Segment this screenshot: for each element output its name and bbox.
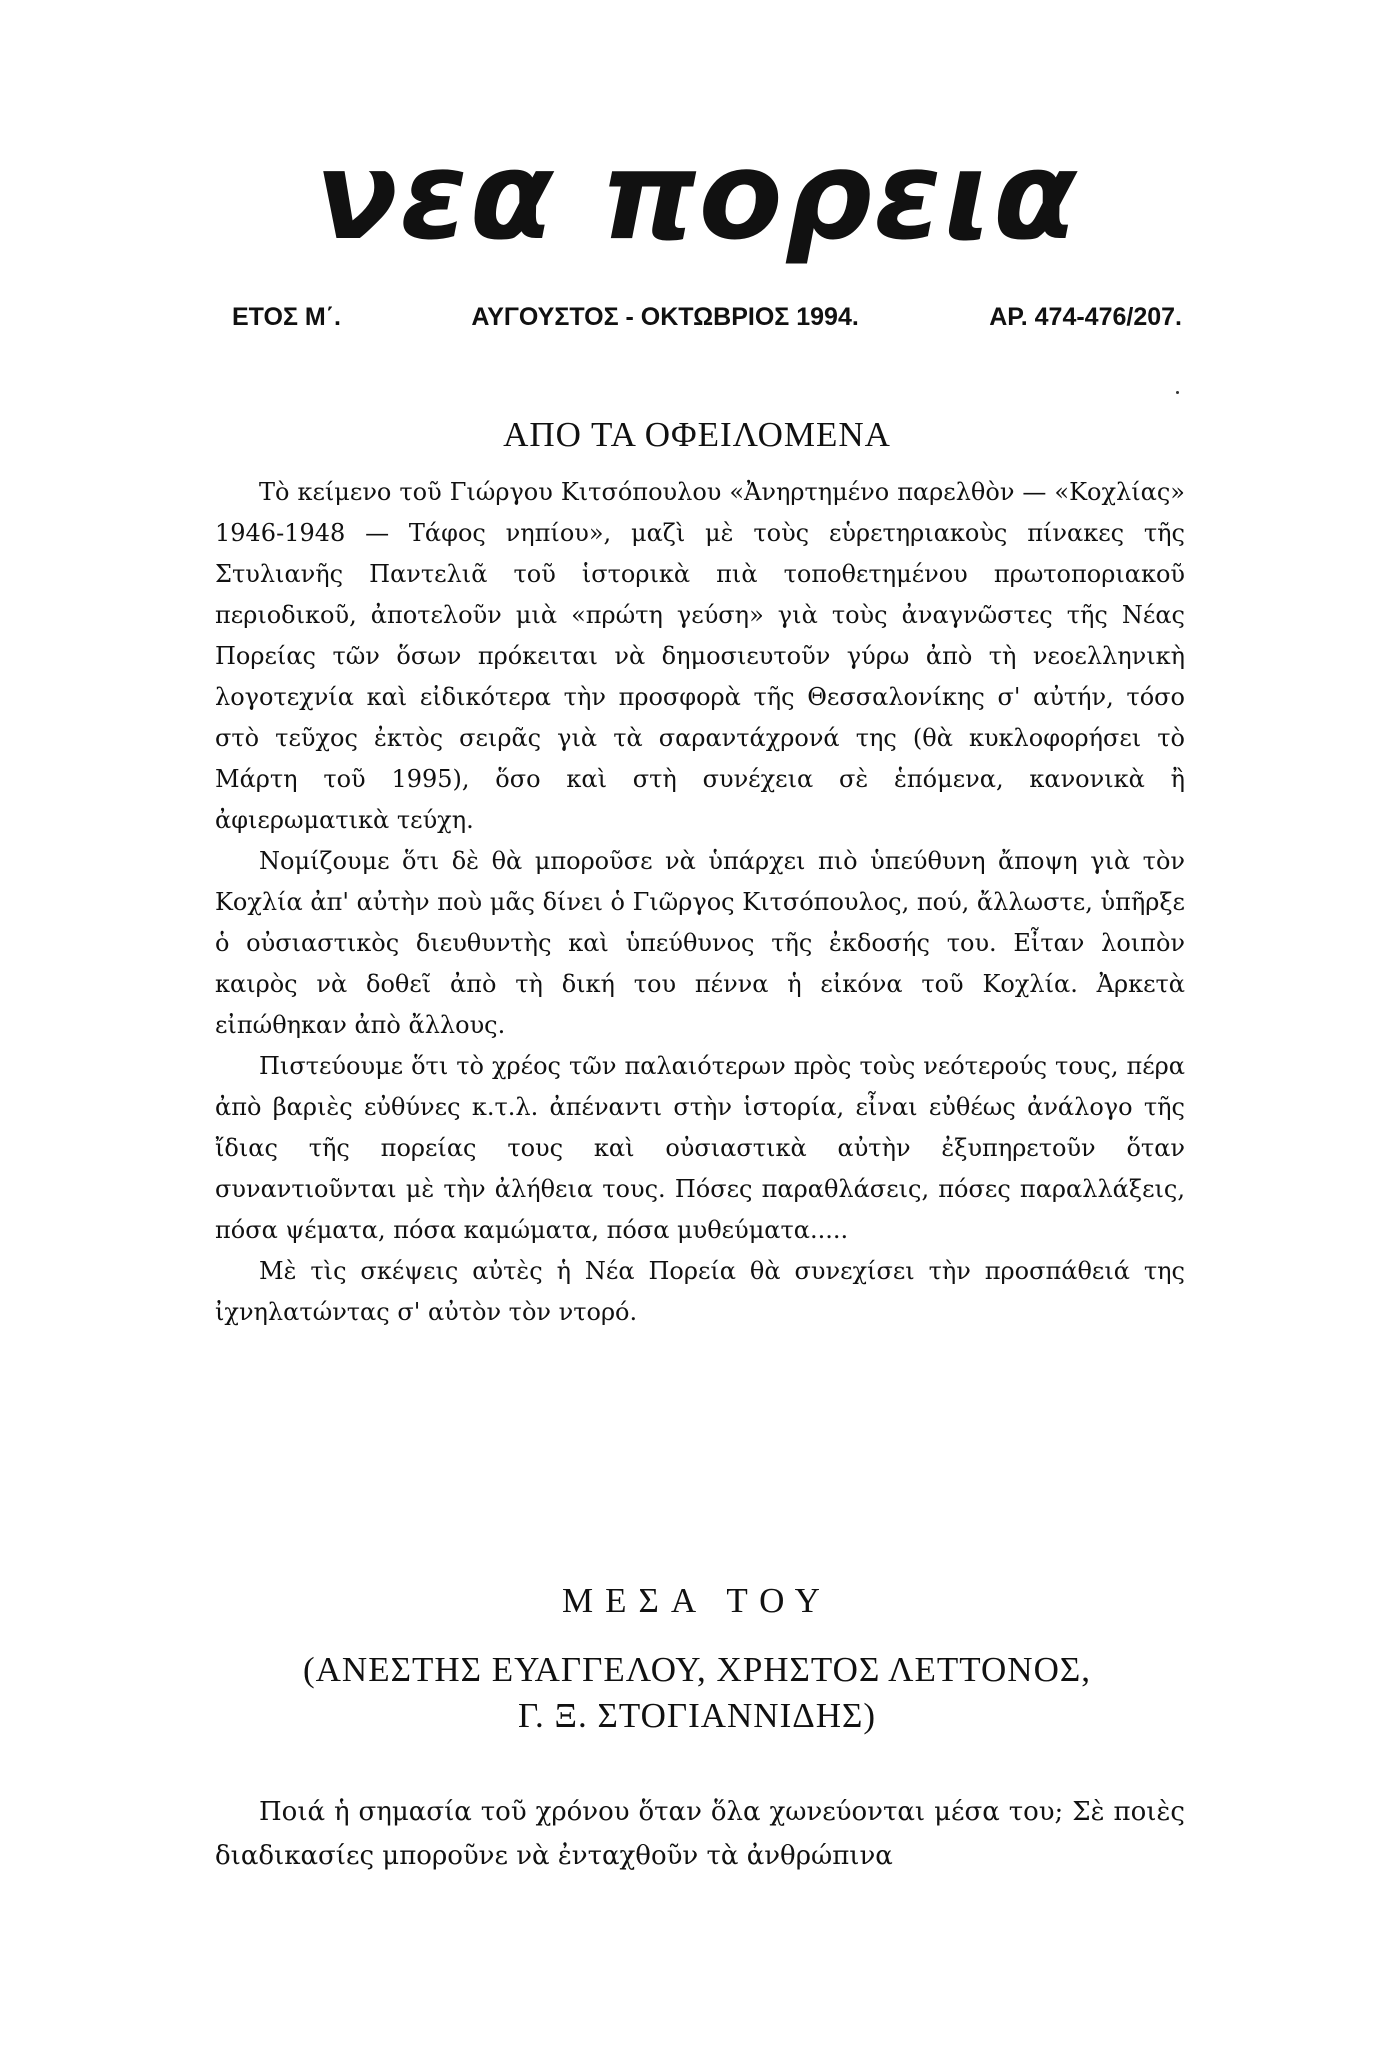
article-authors-line: (ΑΝΕΣΤΗΣ ΕΥΑΓΓΕΛΟΥ, ΧΡΗΣΤΟΣ ΛΕΤΤΟΝΟΣ,	[303, 1650, 1091, 1689]
editorial-body	[215, 472, 1185, 1333]
masthead-title: νεα πορεια	[314, 125, 1080, 267]
editorial-paragraph: Τὸ κείμενο τοῦ Γιώργου Κιτσόπουλου «Ἀνηρτημένο παρελθὸν — «Κοχλίας» 1946-1948 — Τάφος νηπίου», μαζὶ μὲ τοὺς εὑρετηριακοὺς πίνακες τῆς Στυλιανῆς Παντελιᾶ τοῦ ἱστορικὰ πιὰ τοποθετημένου πρωτοποριακοῦ περιοδικοῦ, ἀποτελοῦν μιὰ «πρώτη γεύση» γιὰ τοὺς ἀναγνῶστες τῆς Νέας Πορείας τῶν ὅσων πρόκειται νὰ δημοσιευτοῦν γύρω ἀπὸ τὴ νεοελληνικὴ λογοτεχνία καὶ εἰδικότερα τὴν προσφορὰ τῆς Θεσσαλονίκης σ' αὐτήν, τόσο στὸ τεῦχος ἐκτὸς σειρᾶς γιὰ τὰ σαραντάχρονά της (θὰ κυκλοφορήσει τὸ Μάρτη τοῦ 1995), ὅσο καὶ στὴ συνέχεια σὲ ἑπόμενα, κανονικὰ ἢ ἀφιερωματικὰ τεύχη.	[215, 478, 1185, 834]
issue-months: ΑΥΓΟΥΣΤΟΣ - ΟΚΤΩΒΡΙΟΣ 1994.	[471, 303, 859, 331]
issue-line	[232, 303, 1182, 332]
article-opening-paragraph: Ποιά ἡ σημασία τοῦ χρόνου ὅταν ὅλα χωνεύονται μέσα του; Σὲ ποιὲς διαδικασίες μποροῦνε νὰ ἐνταχθοῦν τὰ ἀνθρώπινα	[215, 1797, 1185, 1871]
article-authors-line: Γ. Ξ. ΣΤΟΓΙΑΝΝΙΔΗΣ)	[517, 1696, 877, 1735]
article-authors	[0, 1647, 1394, 1739]
editorial-paragraph: Μὲ τὶς σκέψεις αὐτὲς ἡ Νέα Πορεία θὰ συνεχίσει τὴν προσπάθειά της ἰχνηλατώντας σ' αὐτὸν τὸν ντορό.	[215, 1257, 1185, 1326]
editorial-heading: ΑΠΟ ΤΑ ΟΦΕΙΛΟΜΕΝΑ	[503, 415, 891, 454]
print-speck	[1176, 391, 1179, 394]
issue-number: ΑΡ. 474-476/207.	[989, 303, 1182, 331]
editorial-paragraph: Πιστεύουμε ὅτι τὸ χρέος τῶν παλαιότερων πρὸς τοὺς νεότερούς τους, πέρα ἀπὸ βαριὲς εὐθύνες κ.τ.λ. ἀπέναντι στὴν ἱστορία, εἶναι εὐθέως ἀνάλογο τῆς ἴδιας τῆς πορείας τους καὶ οὐσιαστικὰ αὐτὴν ἐξυπηρετοῦν ὅταν συναντιοῦνται μὲ τὴν ἀλήθεια τους. Πόσες παραθλάσεις, πόσες παραλλάξεις, πόσα ψέματα, πόσα καμώματα, πόσα μυθεύματα.....	[215, 1052, 1185, 1244]
issue-year: ΕΤΟΣ Μ΄.	[232, 303, 341, 331]
article-heading: ΜΕΣΑ ΤΟΥ	[562, 1581, 832, 1620]
editorial-paragraph: Νομίζουμε ὅτι δὲ θὰ μποροῦσε νὰ ὑπάρχει πιὸ ὑπεύθυνη ἄποψη γιὰ τὸν Κοχλία ἀπ' αὐτὴν ποὺ μᾶς δίνει ὁ Γιῶργος Κιτσόπουλος, πού, ἄλλωστε, ὑπῆρξε ὁ οὐσιαστικὸς διευθυντὴς καὶ ὑπεύθυνος τῆς ἐκδοσής του. Εἶταν λοιπὸν καιρὸς νὰ δοθεῖ ἀπὸ τὴ δική του πέννα ἡ εἰκόνα τοῦ Κοχλία. Ἀρκετὰ εἰπώθηκαν ἀπὸ ἄλλους.	[215, 847, 1185, 1039]
article-body	[215, 1790, 1185, 1878]
